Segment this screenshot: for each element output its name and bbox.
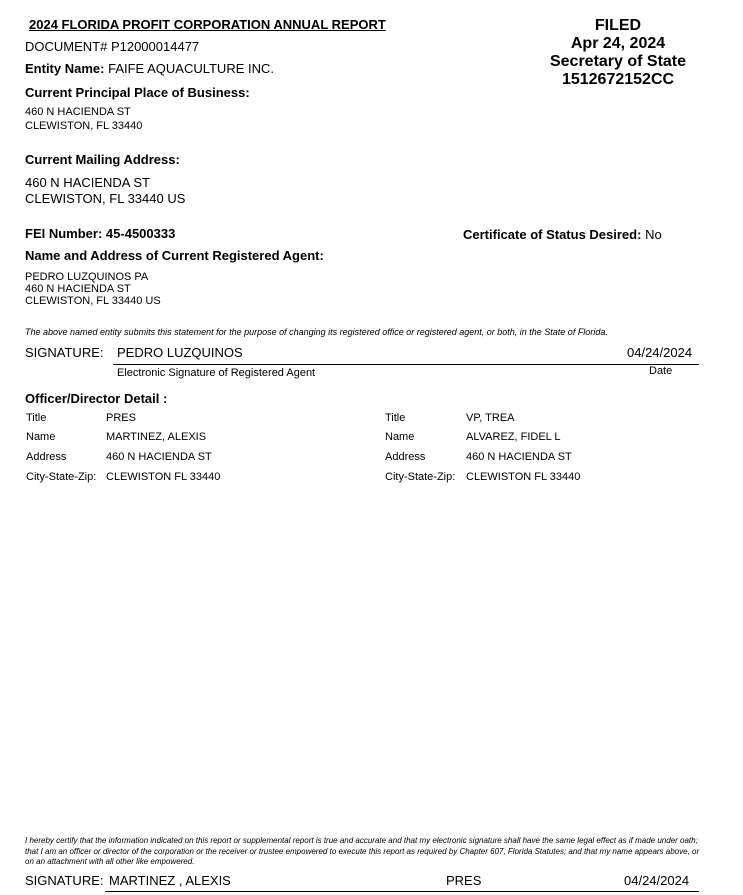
fei-label: FEI Number:	[25, 226, 103, 241]
mailing-city: CLEWISTON, FL 33440 US	[25, 191, 186, 206]
officer-1-address: 460 N HACIENDA ST	[106, 451, 212, 463]
officer-signature-title: PRES	[446, 873, 482, 888]
agent-signature-label: SIGNATURE:	[25, 345, 104, 360]
mailing-address-label: Current Mailing Address:	[25, 152, 180, 167]
agent-signature-name: PEDRO LUZQUINOS	[117, 345, 243, 360]
certificate-row	[463, 227, 662, 242]
officer-1-name-label: Name	[26, 431, 56, 443]
officer-1-city: CLEWISTON FL 33440	[106, 471, 221, 483]
filed-stamp	[528, 17, 708, 89]
officer-2-address: 460 N HACIENDA ST	[466, 451, 572, 463]
officer-1-city-label: City-State-Zip:	[26, 471, 97, 483]
officer-1-title-label: Title	[26, 412, 47, 424]
officer-signature-date: 04/24/2024	[624, 873, 690, 888]
officer-signature-label: SIGNATURE:	[25, 873, 104, 888]
filed-office: Secretary of State	[549, 53, 687, 70]
agent-name: PEDRO LUZQUINOS PA	[25, 271, 149, 283]
agent-signature-line	[113, 364, 699, 365]
agent-date-caption: Date	[649, 365, 673, 377]
officer-1-address-label: Address	[26, 451, 67, 463]
fei-value: 45-4500333	[105, 226, 176, 241]
certificate-label: Certificate of Status Desired:	[463, 227, 642, 242]
agent-city: CLEWISTON, FL 33440 US	[25, 295, 161, 307]
filed-date: Apr 24, 2024	[570, 35, 666, 52]
agent-signature-caption: Electronic Signature of Registered Agent	[117, 367, 316, 379]
report-title: 2024 FLORIDA PROFIT CORPORATION ANNUAL REPORT	[29, 17, 386, 32]
certification-text: I hereby certify that the information indicated on this report or supplemental report is true and accurate and that my electronic signature shall have the same legal effect as if made under oath; that I am an officer or director of the corporation or the receiver or trustee empowered to execute this report as required by Chapter 607, Florida Statutes; and that my name appears above, or on an attachment with all other like empowered.	[25, 836, 700, 866]
agent-signature-date: 04/24/2024	[627, 345, 693, 360]
officer-2-address-label: Address	[385, 451, 426, 463]
entity-name-row	[25, 61, 274, 76]
principal-street: 460 N HACIENDA ST	[25, 106, 131, 118]
document-number: DOCUMENT# P12000014477	[25, 39, 200, 54]
registered-agent-label: Name and Address of Current Registered Agent:	[25, 248, 324, 263]
officer-2-city-label: City-State-Zip:	[385, 471, 456, 483]
principal-city: CLEWISTON, FL 33440	[25, 120, 143, 132]
officer-2-city: CLEWISTON FL 33440	[466, 471, 581, 483]
fei-row	[25, 226, 175, 241]
filed-status: FILED	[594, 17, 642, 34]
certificate-value: No	[645, 227, 662, 242]
agent-statement: The above named entity submits this statement for the purpose of changing its registered office or registered agent, or both, in the State of Florida.	[25, 327, 608, 337]
officers-heading: Officer/Director Detail :	[25, 391, 168, 406]
entity-name-value: FAIFE AQUACULTURE INC.	[108, 61, 274, 76]
officer-signature-name: MARTINEZ , ALEXIS	[109, 873, 231, 888]
officer-2-name: ALVAREZ, FIDEL L	[466, 431, 561, 443]
officer-1-name: MARTINEZ, ALEXIS	[106, 431, 207, 443]
mailing-street: 460 N HACIENDA ST	[25, 175, 150, 190]
officer-2-title-label: Title	[385, 412, 406, 424]
filed-number: 1512672152CC	[561, 71, 675, 88]
agent-street: 460 N HACIENDA ST	[25, 283, 131, 295]
principal-place-label: Current Principal Place of Business:	[25, 85, 250, 100]
officer-1-title: PRES	[106, 412, 136, 424]
officer-signature-line	[105, 891, 699, 892]
entity-name-label: Entity Name:	[25, 61, 105, 76]
officer-2-name-label: Name	[385, 431, 415, 443]
officer-2-title: VP, TREA	[466, 412, 515, 424]
